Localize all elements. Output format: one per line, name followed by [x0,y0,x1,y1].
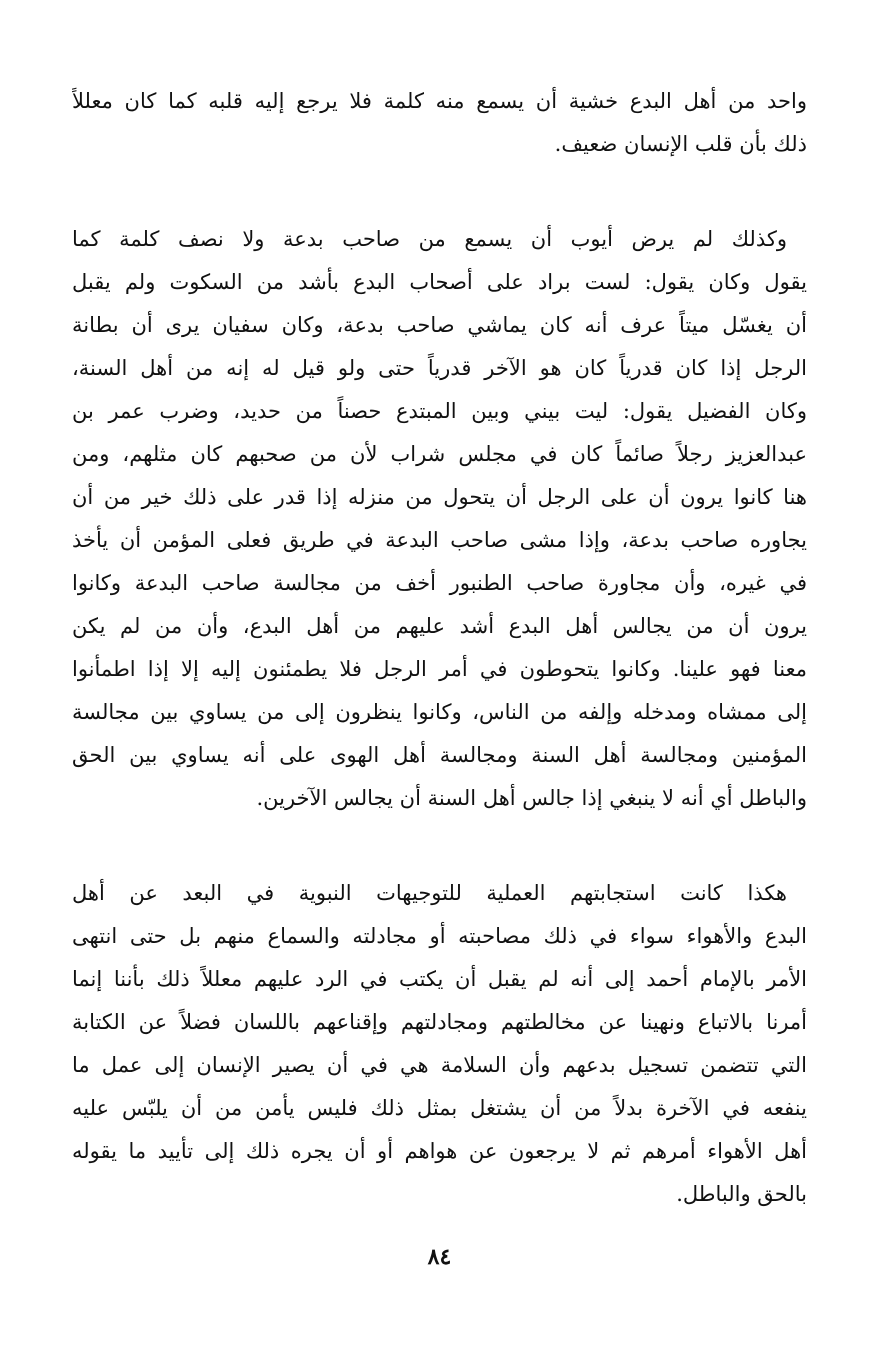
text-line: الرجل إذا كان قدرياً كان هو الآخر قدرياً حتى ولو قيل له إنه من أهل السنة، [72,356,807,380]
text-line: والباطل أي أنه لا ينبغي إذا جالس أهل السنة أن يجالس الآخرين. [256,786,807,810]
text-line: هكذا كانت استجابتهم العملية للتوجيهات النبوية في البعد عن أهل [72,881,787,905]
text-line: المؤمنين ومجالسة أهل السنة ومجالسة أهل الهوى على أنه يساوي بين الحق [72,743,807,767]
text-line: أمرنا بالاتباع ونهينا عن مخالطتهم ومجادلتهم وإقناعهم باللسان فضلاً عن الكتابة [72,1010,807,1034]
text-line: معنا فهو علينا. وكانوا يتحوطون في أمر الرجل فلا يطمئنون إليه إلا إذا اطمأنوا [72,657,807,681]
text-line: وكان الفضيل يقول: ليت بيني وبين المبتدع حصناً من حديد، وضرب عمر بن [72,399,807,423]
paragraph-3 [72,872,807,1216]
text-line: هنا كانوا يرون أن على الرجل أن يتحول من منزله إذا قدر على ذلك خير من أن [72,485,807,509]
document-page [72,80,807,1216]
text-line: البدع والأهواء سواء في ذلك مصاحبته أو مجادلته والسماع منهم بل حتى انتهى [72,924,807,948]
text-line: أن يغسّل ميتاً عرف أنه كان يماشي صاحب بدعة، وكان سفيان يرى أن بطانة [72,313,807,337]
paragraph-2 [72,218,807,820]
text-line: وكذلك لم يرض أيوب أن يسمع من صاحب بدعة ولا نصف كلمة كما [72,227,787,251]
text-line: عبدالعزيز رجلاً صائماً كان في مجلس شراب لأن من صحبهم كان مثلهم، ومن [72,442,807,466]
text-line: واحد من أهل البدع خشية أن يسمع منه كلمة فلا يرجع إليه قلبه كما كان معللاً [72,89,807,113]
text-line: ينفعه في الآخرة بدلاً من أن يشتغل بمثل ذلك فليس يأمن من أن يلبّس عليه [72,1096,807,1120]
text-line: التي تتضمن تسجيل بدعهم وأن السلامة هي في أن يصير الإنسان إلى عمل ما [72,1053,807,1077]
paragraph-1 [72,80,807,166]
text-line: في غيره، وأن مجاورة صاحب الطنبور أخف من مجالسة صاحب البدعة وكانوا [72,571,807,595]
text-line: يرون أن من يجالس أهل البدع أشد عليهم من أهل البدع، وأن من لم يكن [72,614,807,638]
page-number: ٨٤ [427,1244,452,1270]
text-line: ذلك بأن قلب الإنسان ضعيف. [554,132,807,156]
text-line: يقول وكان يقول: لست براد على أصحاب البدع بأشد من السكوت ولم يقبل [72,270,807,294]
text-line: بالحق والباطل. [676,1182,807,1206]
text-line: إلى ممشاه ومدخله وإلفه من الناس، وكانوا ينظرون إلى من يساوي بين مجالسة [72,700,807,724]
text-line: أهل الأهواء أمرهم ثم لا يرجعون عن هواهم أو أن يجره ذلك إلى تأييد ما يقوله [72,1139,807,1163]
text-line: الأمر بالإمام أحمد إلى أنه لم يقبل أن يكتب في الرد عليهم معللاً ذلك بأننا إنما [72,967,807,991]
text-line: يجاوره صاحب بدعة، وإذا مشى صاحب البدعة في طريق فعلى المؤمن أن يأخذ [72,528,807,552]
